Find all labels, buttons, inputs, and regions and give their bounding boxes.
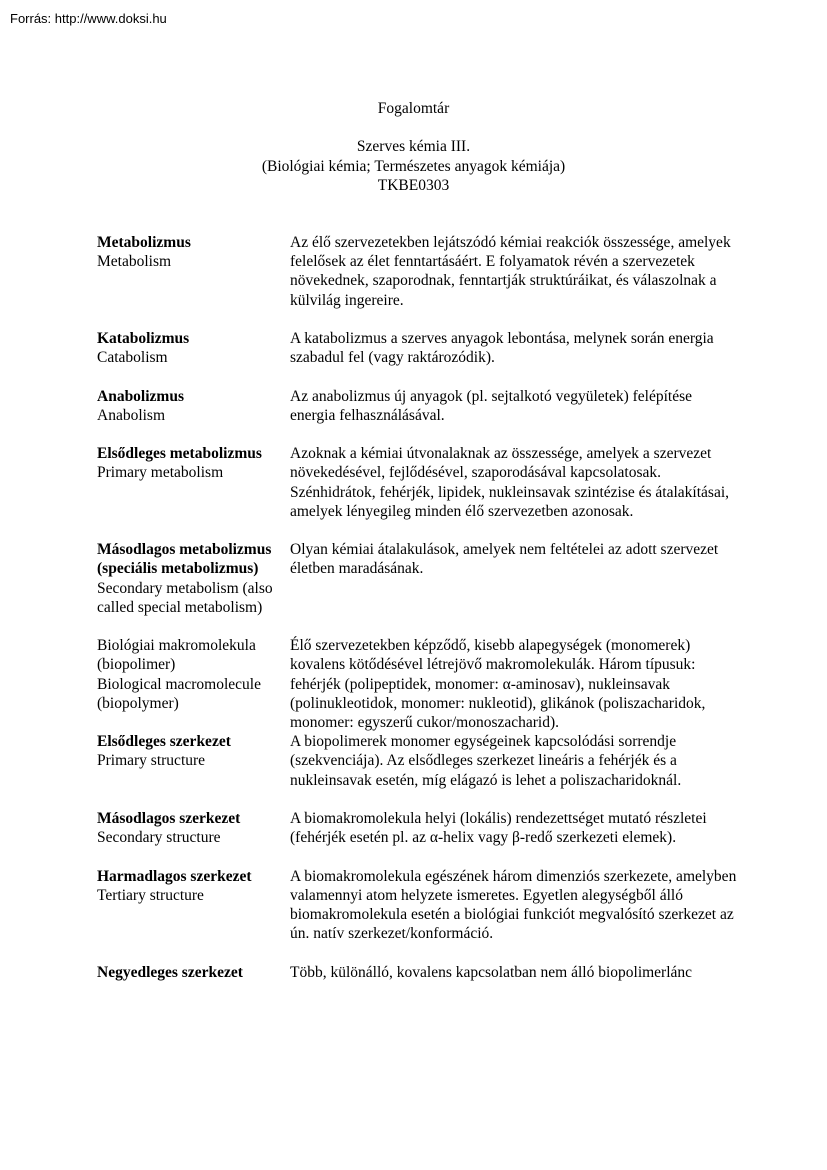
glossary-entry <box>97 233 737 310</box>
term-hungarian: Negyedleges szerkezet <box>97 963 243 981</box>
term-cell <box>97 387 290 425</box>
term-hungarian: Elsődleges szerkezet <box>97 733 231 751</box>
glossary-entry <box>97 732 737 790</box>
definition-text: Az élő szervezetekben lejátszódó kémiai reakciók összessége, amelyek felelősek az élet fenntartásáért. E folyamatok révén a szervezetek növekednek, szaporodnak, fenntartják struktúráikat, és válaszolnak a külvilág ingereire. <box>290 234 731 309</box>
glossary-entry <box>97 963 737 982</box>
term-cell <box>97 540 290 617</box>
glossary <box>97 233 737 1001</box>
definition-text: A biomakromolekula egészének három dimenziós szerkezete, amelyben valamennyi atom helyzete ismeretes. Egyetlen alegységből álló biomakromolekula esetén a biológiai funkciót megvalósító szerkezet az ún. natív szerkezet/konformáció. <box>290 867 737 943</box>
glossary-entry <box>97 809 737 847</box>
title-block <box>0 99 827 195</box>
course-code: TKBE0303 <box>377 176 450 194</box>
glossary-entry <box>97 387 737 425</box>
glossary-entry <box>97 329 737 367</box>
term-cell <box>97 329 290 367</box>
term-hungarian: Másodlagos metabolizmus (speciális metabolizmus) <box>97 541 272 578</box>
term-hungarian: Harmadlagos szerkezet <box>97 867 252 885</box>
term-hungarian: Elsődleges metabolizmus <box>97 445 262 463</box>
definition-text: Élő szervezetekben képződő, kisebb alapegységek (monomerek) kovalens kötődésével létrejövő makromolekulák. Három típusuk: fehérjék (polipeptidek, monomer: α-aminosav), nukleinsavak (polinukleotidok, monomer: nukleotid), glikánok (poliszacharidok, monomer: egyszerű cukor/monoszacharid). <box>290 637 706 731</box>
term-english: Primary metabolism <box>97 464 224 482</box>
term-english: Secondary metabolism (also called special metabolism) <box>97 579 273 616</box>
definition-text: Az anabolizmus új anyagok (pl. sejtalkotó vegyületek) felépítése energia felhasználásával. <box>290 387 693 424</box>
term-english: Metabolism <box>97 253 172 271</box>
term-english: Catabolism <box>97 349 168 367</box>
term-cell <box>97 636 290 713</box>
definition-text: Több, különálló, kovalens kapcsolatban nem álló biopolimerlánc <box>290 963 693 981</box>
term-english: Primary structure <box>97 752 206 770</box>
term-cell <box>97 732 290 770</box>
term-english: Biological macromolecule (biopolymer) <box>97 675 261 712</box>
source-text: Forrás: http://www.doksi.hu <box>10 11 167 26</box>
definition-text: Azoknak a kémiai útvonalaknak az összessége, amelyek a szervezet növekedésével, fejlődésével, szaporodásával kapcsolatosak. Szénhidrátok, fehérjék, lipidek, nukleinsavak szintézise és átalakításai, amelyek lényegileg minden élő szervezetben azonosak. <box>290 445 730 520</box>
term-cell <box>97 867 290 905</box>
course-title: Szerves kémia III. <box>356 138 471 156</box>
term-cell <box>97 444 290 482</box>
term-english: Secondary structure <box>97 829 221 847</box>
page-title: Fogalomtár <box>377 100 450 117</box>
term-english: Anabolism <box>97 406 166 424</box>
definition-text: A biopolimerek monomer egységeinek kapcsolódási sorrendje (szekvenciája). Az elsődleges szerkezet lineáris a fehérjék és a nukleinsavak esetén, míg elágazó is lehet a poliszacharidoknál. <box>290 733 682 789</box>
term-hungarian: Másodlagos szerkezet <box>97 810 241 827</box>
definition-text: A biomakromolekula helyi (lokális) rendezettséget mutató részletei (fehérjék esetén pl. az α-helix vagy β-redő szerkezeti elemek). <box>290 810 707 847</box>
term-hungarian: Katabolizmus <box>97 330 190 347</box>
glossary-entry <box>97 867 737 944</box>
course-subtitle: (Biológiai kémia; Természetes anyagok kémiája) <box>261 157 566 175</box>
glossary-entry <box>97 444 737 521</box>
glossary-entry <box>97 636 737 732</box>
term-hungarian: Metabolizmus <box>97 234 191 251</box>
glossary-entry <box>97 540 737 617</box>
term-hungarian: Biológiai makromolekula (biopolimer) <box>97 637 256 674</box>
term-english: Tertiary structure <box>97 886 204 904</box>
term-cell <box>97 233 290 271</box>
term-cell <box>97 809 290 847</box>
term-cell <box>97 963 290 982</box>
definition-text: Olyan kémiai átalakulások, amelyek nem feltételei az adott szervezet életben maradásának. <box>290 541 719 578</box>
definition-text: A katabolizmus a szerves anyagok lebontása, melynek során energia szabadul fel (vagy raktározódik). <box>290 330 714 367</box>
term-hungarian: Anabolizmus <box>97 387 184 405</box>
